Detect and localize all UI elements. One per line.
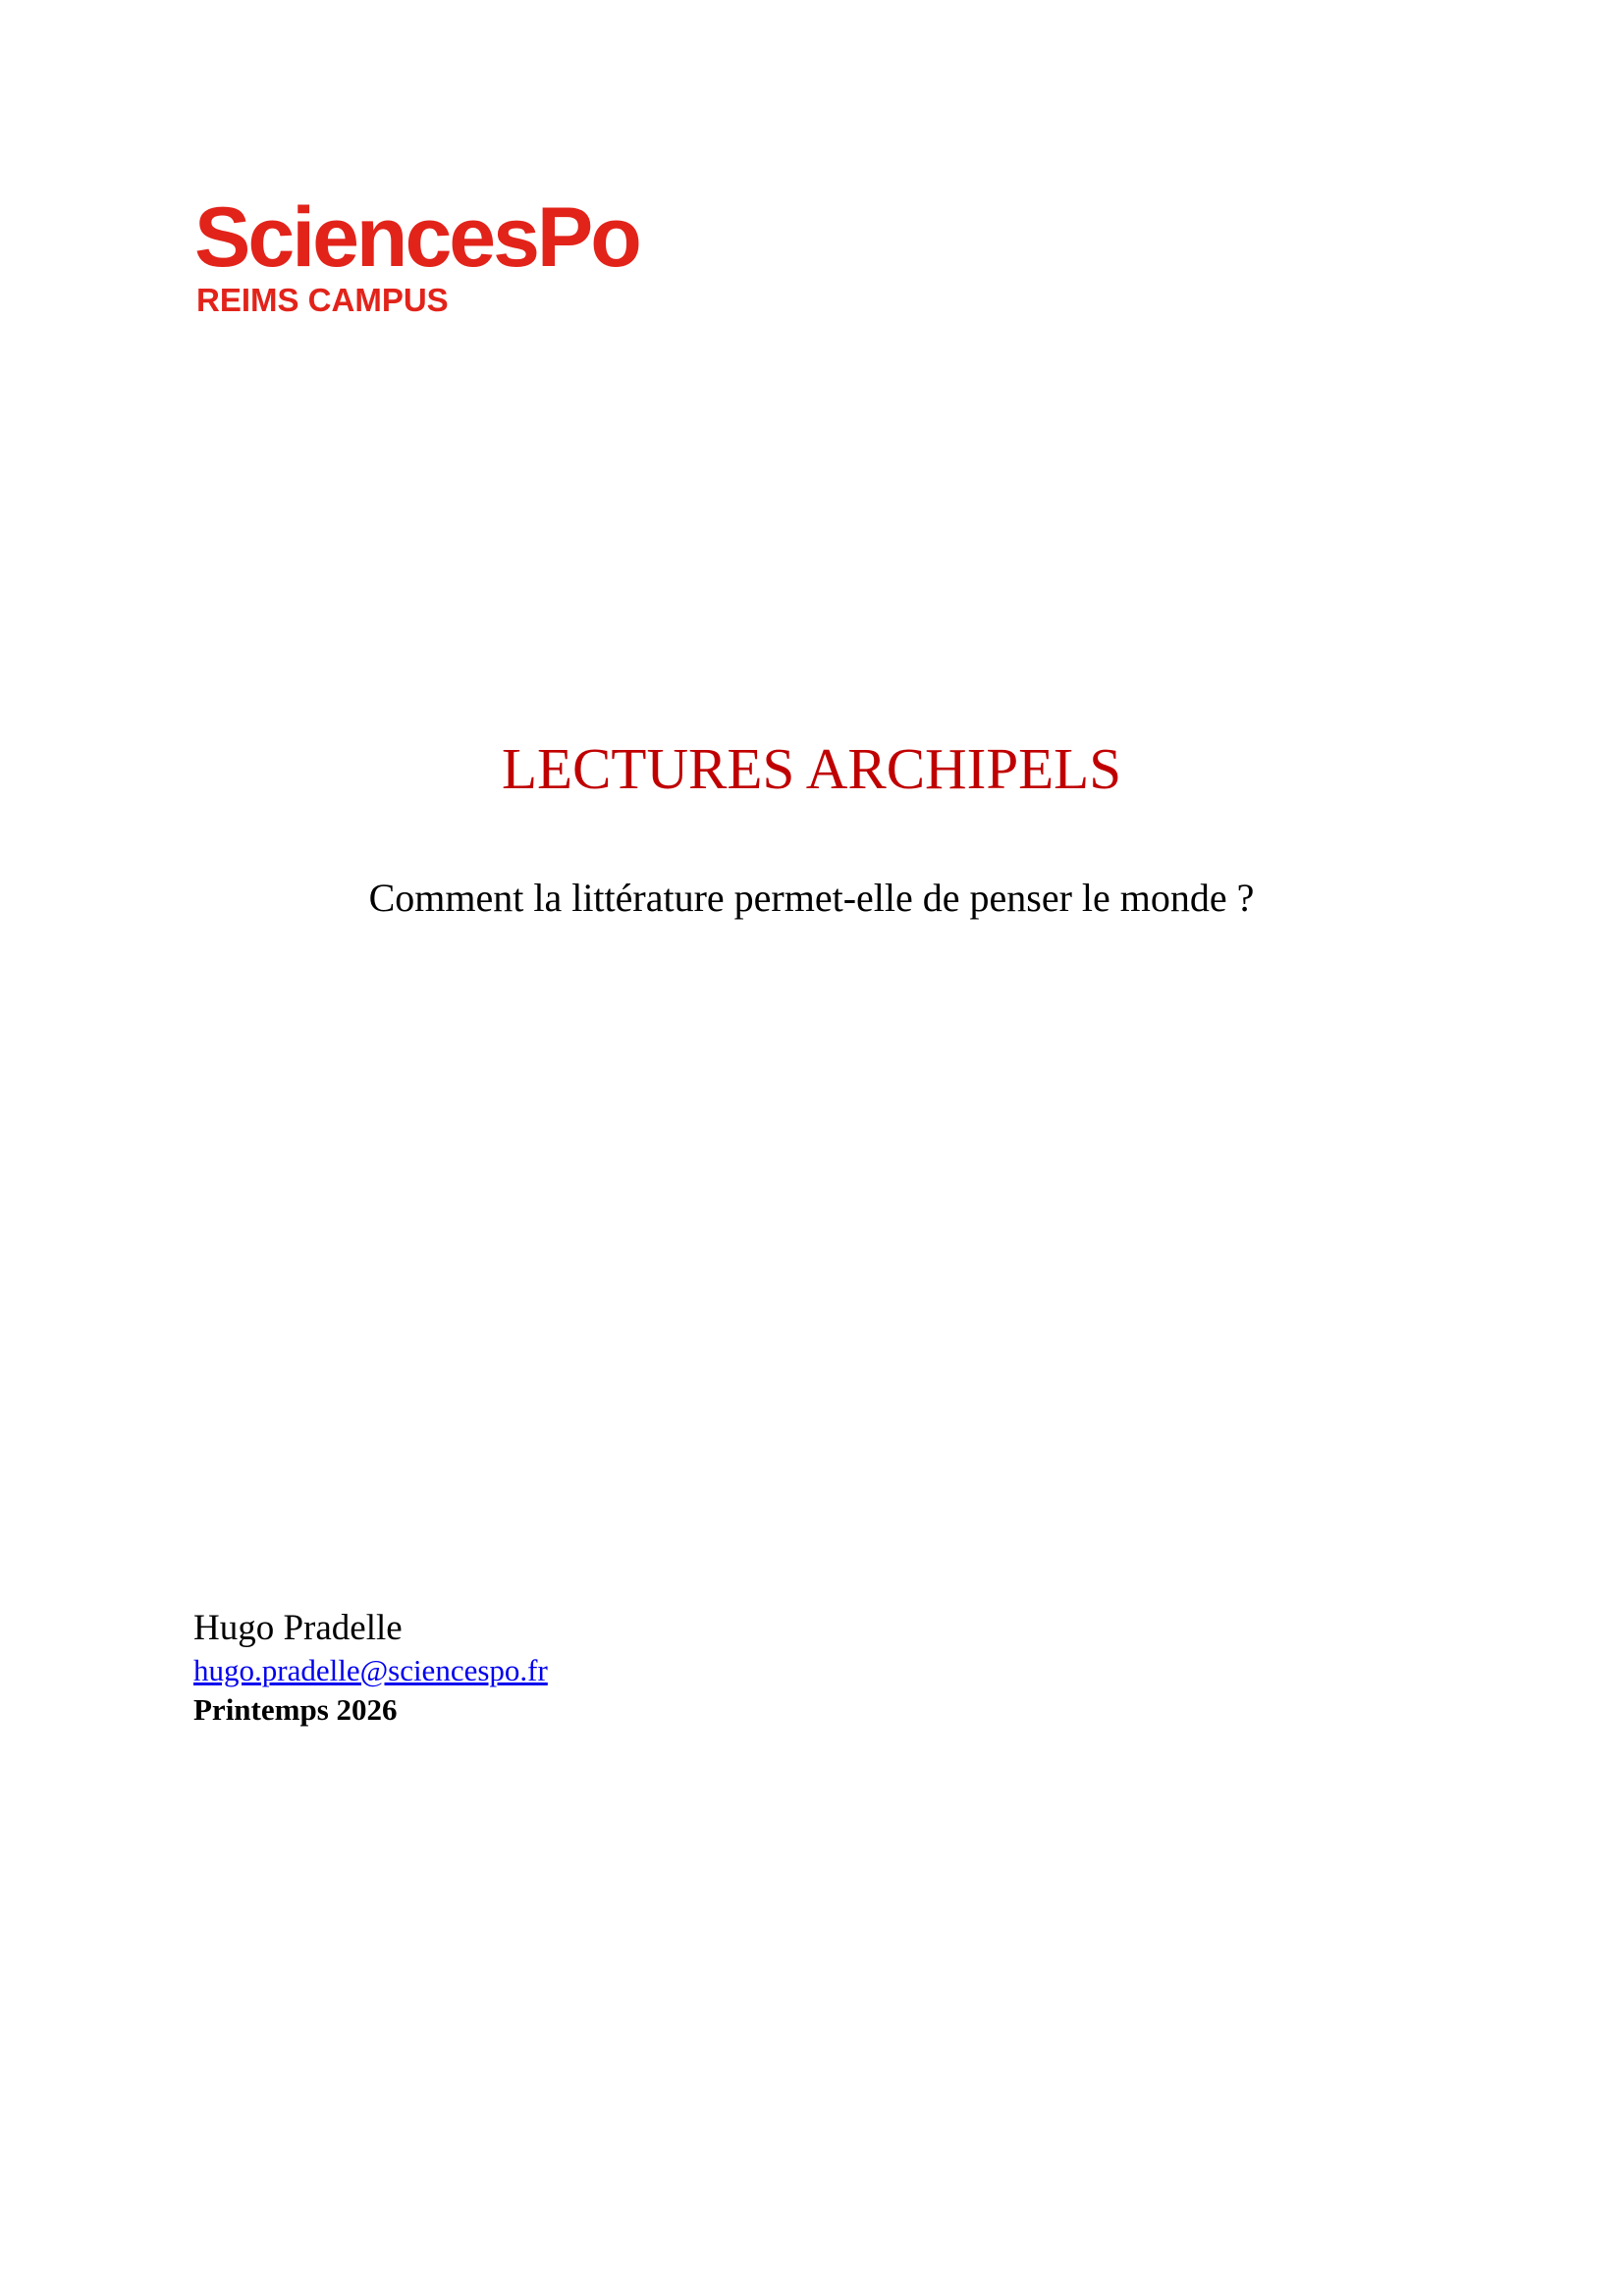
sciences-po-logo [194, 188, 666, 326]
author-email-link[interactable]: hugo.pradelle@sciencespo.fr [193, 1653, 548, 1687]
author-block [193, 1606, 548, 1730]
term-label: Printemps 2026 [193, 1692, 398, 1727]
author-name: Hugo Pradelle [193, 1608, 403, 1648]
logo-campus-text: REIMS CAMPUS [196, 282, 449, 318]
logo-main-text: SciencesPo [194, 190, 639, 285]
document-subtitle: Comment la littérature permet-elle de penser le monde ? [368, 876, 1255, 920]
document-title: LECTURES ARCHIPELS [501, 736, 1122, 801]
